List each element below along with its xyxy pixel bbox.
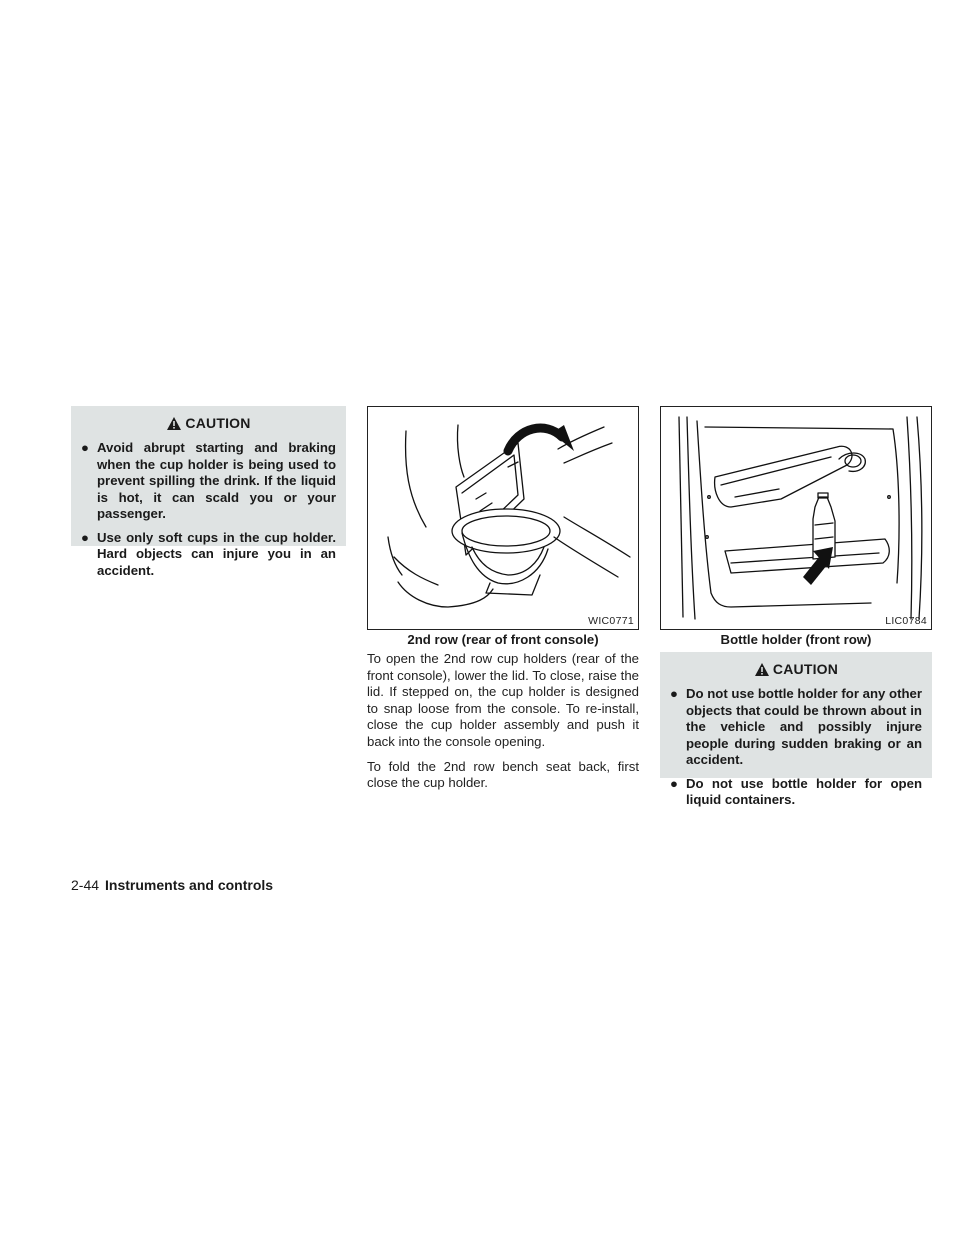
caution-item: ● Do not use bottle holder for open liquid containers.	[670, 775, 922, 807]
caution-item: ● Use only soft cups in the cup holder. Hard objects can injure you in an accident.	[81, 529, 336, 578]
caution-title: CAUTION	[772, 661, 839, 677]
caution-box-bottle-holder	[660, 652, 932, 807]
caution-item: ● Do not use bottle holder for any other objects that could be thrown about in the vehicle and possibly injure people during sudden braking or an accident.	[670, 686, 922, 767]
body-text	[367, 651, 639, 800]
figure-caption-cup: 2nd row (rear of front console)	[407, 632, 599, 647]
caution-header	[81, 414, 336, 432]
warning-icon	[166, 416, 182, 431]
section-title: Instruments and controls	[105, 877, 274, 893]
figure-code: WIC0771	[588, 615, 634, 627]
figure-cup-holder	[367, 406, 639, 630]
caution-list	[81, 440, 336, 579]
paragraph: To fold the 2nd row bench seat back, first close the cup holder.	[367, 758, 639, 791]
figure-code: LIC0784	[885, 615, 927, 627]
caution-box-cup-holder	[71, 406, 346, 578]
caution-item: ● Avoid abrupt starting and braking when the cup holder is being used to prevent spilling the drink. If the liquid is hot, it can scald you or your passenger.	[81, 440, 336, 521]
bottle-holder-illustration	[661, 407, 931, 629]
paragraph: To open the 2nd row cup holders (rear of the front console), lower the lid. To close, raise the lid. If stepped on, the cup holder is designed to snap loose from the console. To re-install, close the cup holder assembly and push it back into the console opening.	[367, 651, 639, 749]
warning-icon	[754, 662, 770, 677]
page-number: 2-44	[71, 877, 100, 893]
cup-holder-illustration	[368, 407, 638, 629]
caution-list	[670, 686, 922, 809]
figure-caption-bottle: Bottle holder (front row)	[720, 632, 872, 647]
caution-title: CAUTION	[185, 415, 251, 431]
figure-bottle-holder	[660, 406, 932, 630]
caution-header	[670, 660, 922, 678]
page-footer	[71, 877, 273, 893]
